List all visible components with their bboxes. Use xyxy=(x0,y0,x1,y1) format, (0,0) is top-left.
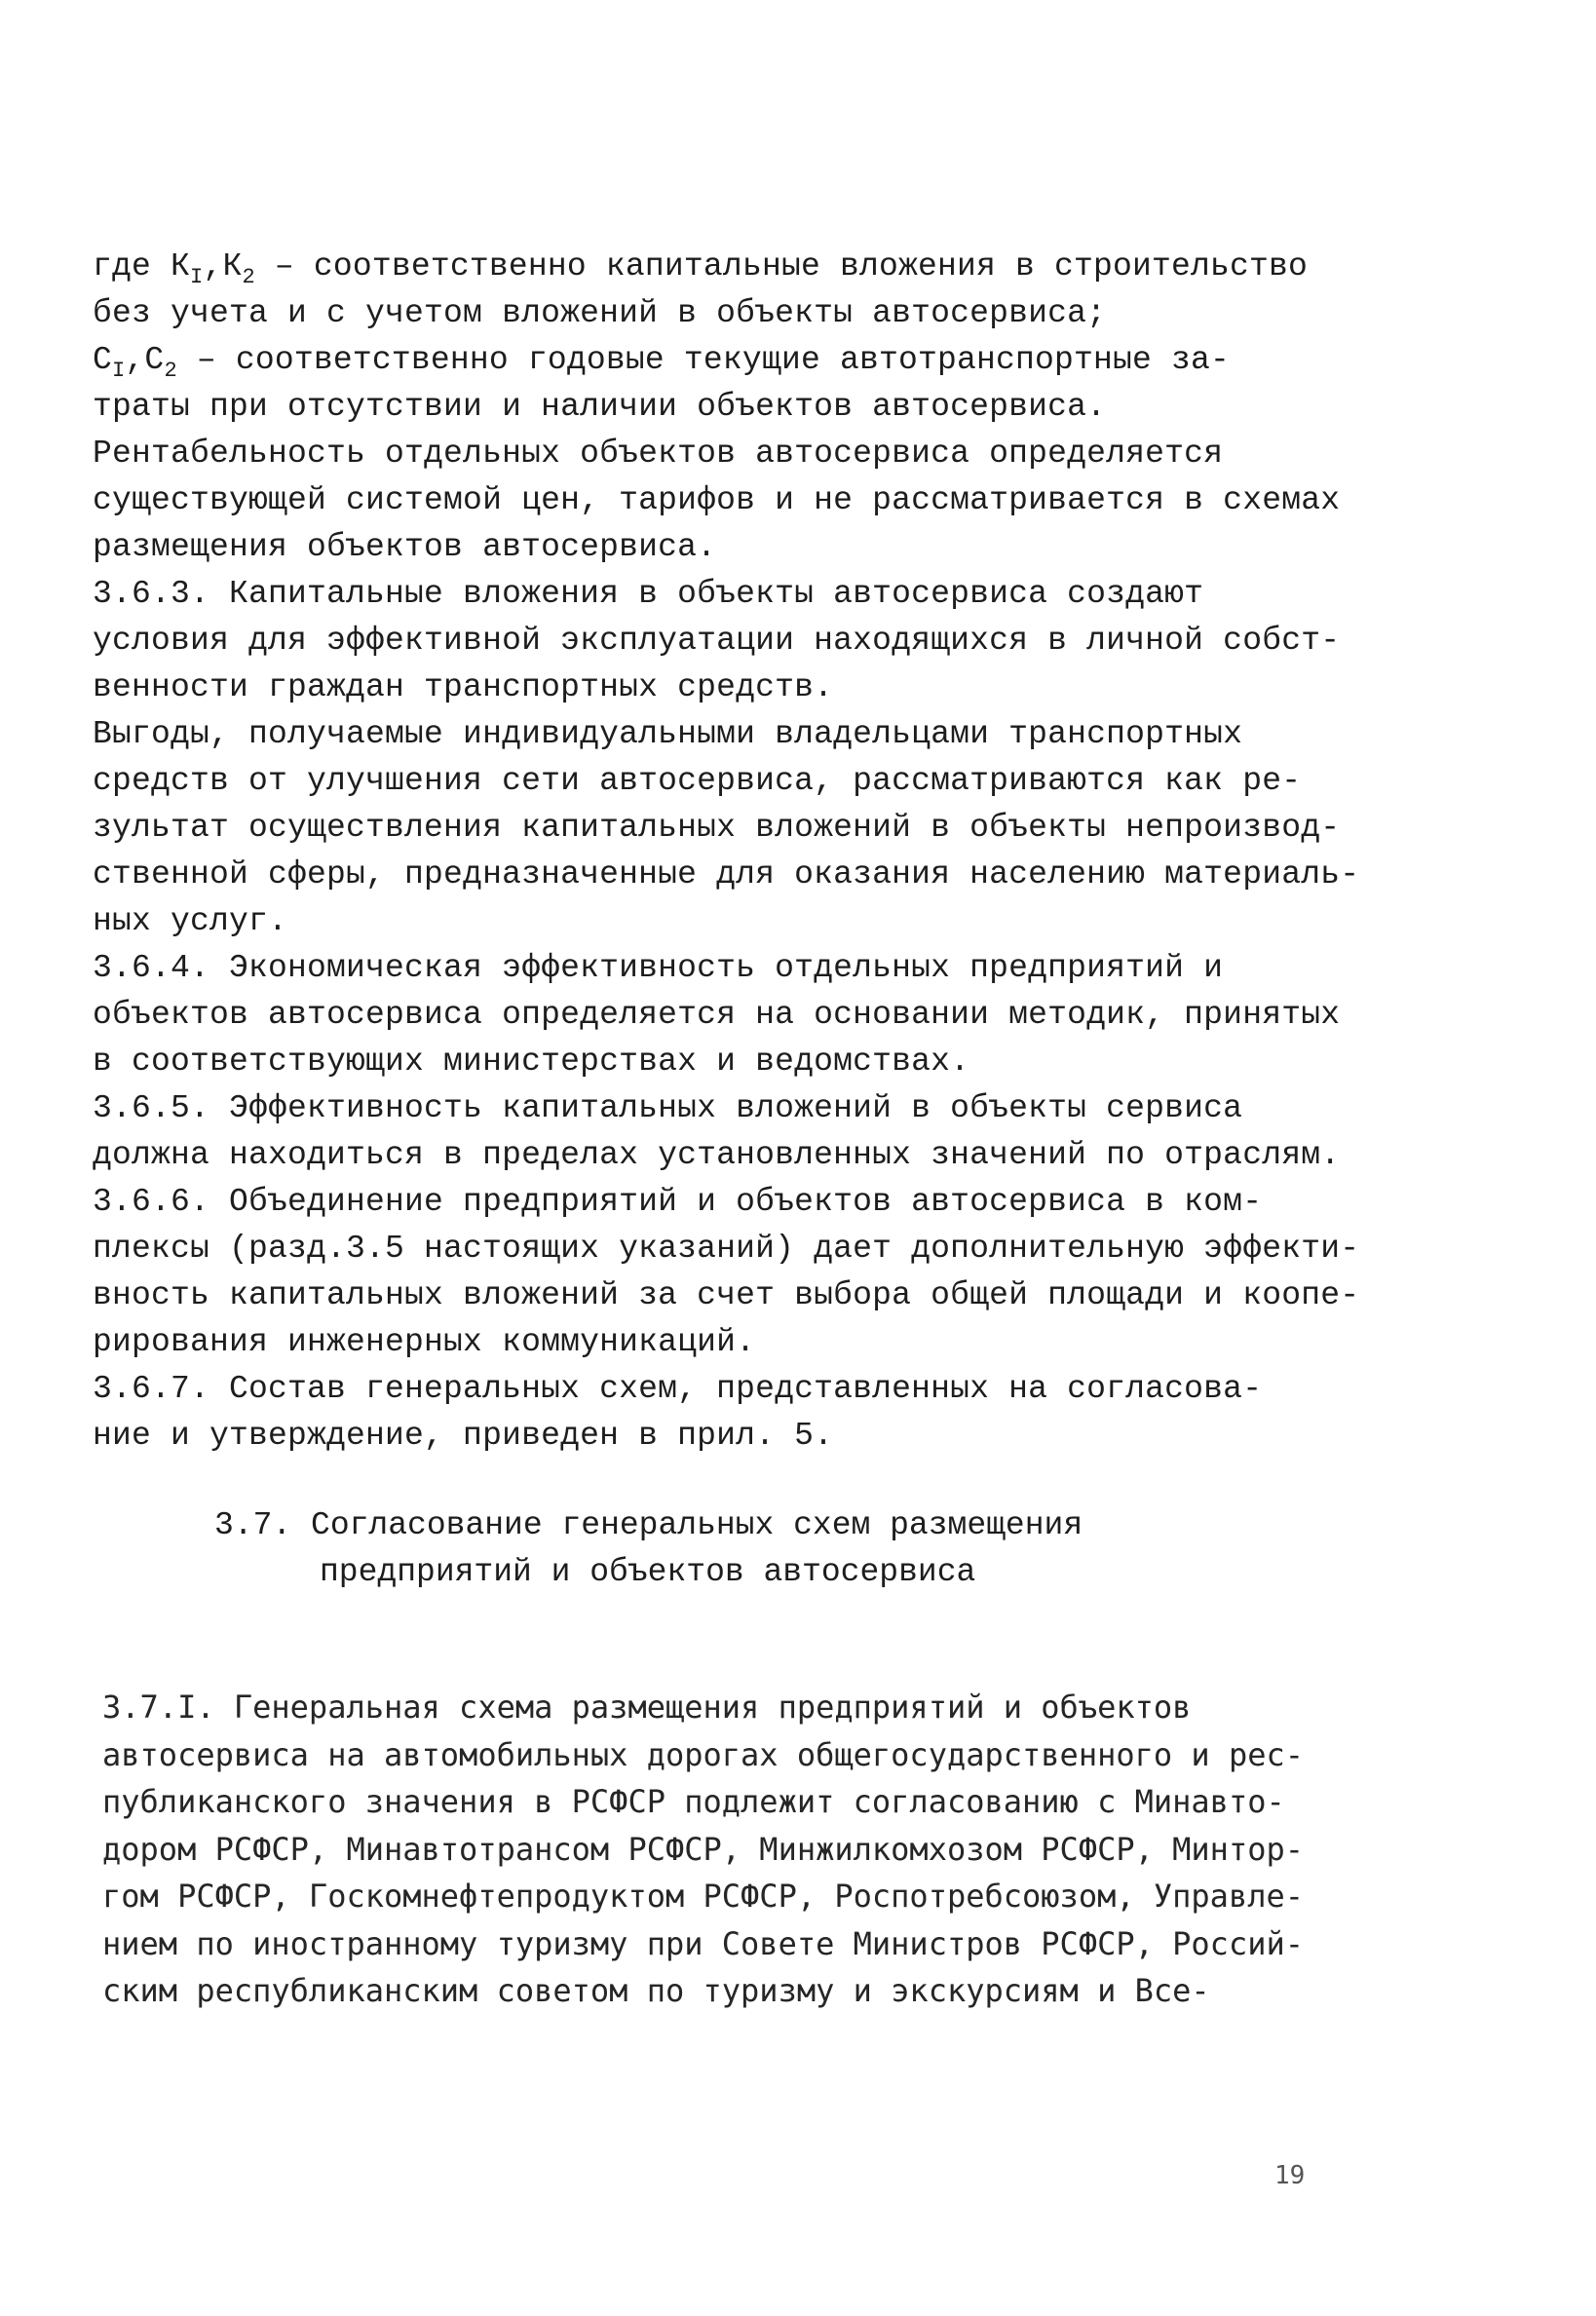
text-line: размещения объектов автосервиса. xyxy=(93,529,717,565)
text-line: ных услуг. xyxy=(93,903,288,939)
text-line: автосервиса на автомобильных дорогах общегосударственного и рес- xyxy=(102,1735,1304,1773)
text-line: рирования инженерных коммуникаций. xyxy=(93,1324,756,1360)
text-line: где $К_I,К_2$ – соответственно капитальные вложения в строительство xyxy=(93,248,1309,289)
body-text-upper xyxy=(93,244,1360,1460)
text-line: траты при отсутствии и наличии объектов автосервиса. xyxy=(93,389,1107,425)
text-line: 3.6.6. Объединение предприятий и объектов автосервиса в ком- xyxy=(93,1184,1263,1220)
section-heading-line-1: 3.7. Согласование генеральных схем размещения xyxy=(214,1507,1083,1543)
text-line: $С_I,С_2$ – соответственно годовые текущие автотранспортные за- xyxy=(93,342,1231,383)
text-line: венности граждан транспортных средств. xyxy=(93,669,834,705)
text-line: существующей системой цен, тарифов и не рассматривается в схемах xyxy=(93,482,1341,518)
text-line: 3.6.7. Состав генеральных схем, представленных на согласова- xyxy=(93,1371,1263,1407)
text-line: нием по иностранному туризму при Совете Министров РСФСР, Россий- xyxy=(102,1924,1304,1962)
page-number: 19 xyxy=(1274,2161,1306,2190)
text-line: 3.7.I. Генеральная схема размещения предприятий и объектов xyxy=(102,1689,1192,1726)
text-line: вность капитальных вложений за счет выбора общей площади и коопе- xyxy=(93,1277,1360,1313)
text-line: условия для эффективной эксплуатации находящихся в личной собст- xyxy=(93,623,1341,659)
section-heading xyxy=(214,1502,1466,1596)
text-line: публиканского значения в РСФСР подлежит согласованию с Минавто- xyxy=(102,1783,1285,1820)
section-heading-line-2: предприятий и объектов автосервиса xyxy=(320,1554,976,1590)
text-line: в соответствующих министерствах и ведомствах. xyxy=(93,1044,970,1080)
text-line: гом РСФСР, Госкомнефтепродуктом РСФСР, Роспотребсоюзом, Управле- xyxy=(102,1878,1304,1915)
text-line: средств от улучшения сети автосервиса, рассматриваются как ре- xyxy=(93,763,1302,799)
text-line: ственной сферы, предназначенные для оказания населению материаль- xyxy=(93,856,1360,892)
text-line: плексы (разд.3.5 настоящих указаний) дает дополнительную эффекти- xyxy=(93,1231,1360,1267)
text-line: 3.6.3. Капитальные вложения в объекты автосервиса создают xyxy=(93,576,1204,612)
text-line: ние и утверждение, приведен в прил. 5. xyxy=(93,1418,834,1454)
text-line: 3.6.4. Экономическая эффективность отдельных предприятий и xyxy=(93,950,1224,986)
text-line: объектов автосервиса определяется на основании методик, принятых xyxy=(93,997,1341,1033)
text-line: ским республиканским советом по туризму и экскурсиям и Все- xyxy=(102,1972,1210,2009)
text-line: Рентабельность отдельных объектов автосервиса определяется xyxy=(93,436,1224,472)
text-line: зультат осуществления капитальных вложений в объекты непроизвод- xyxy=(93,810,1341,846)
body-text-lower xyxy=(102,1684,1354,2015)
text-line: дором РСФСР, Минавтотрансом РСФСР, Минжилкомхозом РСФСР, Минтор- xyxy=(102,1830,1304,1868)
text-line: Выгоды, получаемые индивидуальными владельцами транспортных xyxy=(93,716,1243,752)
text-line: должна находиться в пределах установленных значений по отраслям. xyxy=(93,1137,1341,1173)
text-line: 3.6.5. Эффективность капитальных вложений в объекты сервиса xyxy=(93,1090,1243,1126)
text-line: без учета и с учетом вложений в объекты автосервиса; xyxy=(93,295,1107,331)
